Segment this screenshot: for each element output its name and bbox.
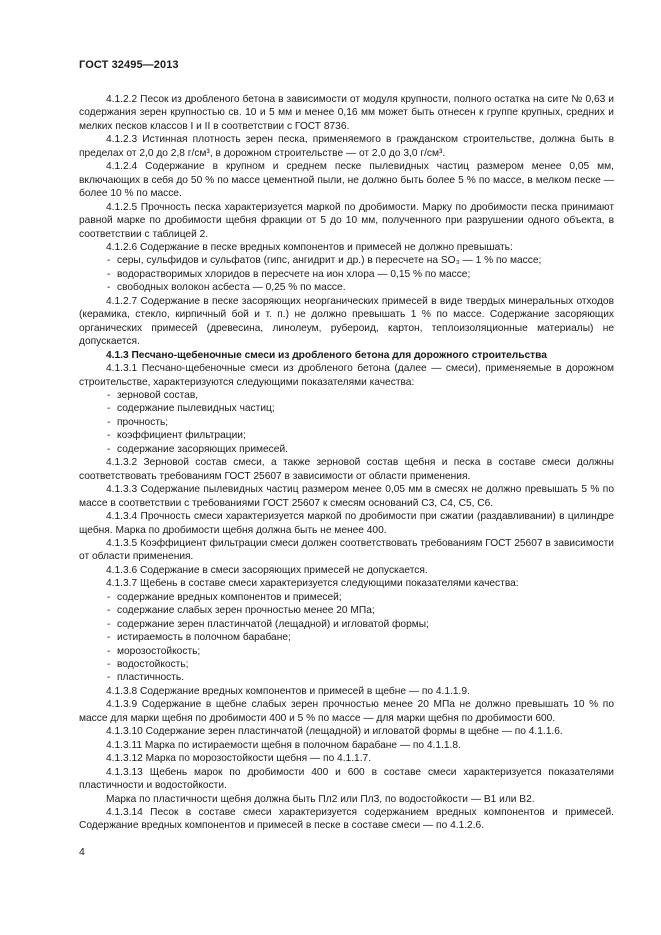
list-item: - содержание зерен пластинчатой (лещадной) и игловатой формы;	[79, 618, 614, 631]
paragraph: 4.1.2.4 Содержание в крупном и среднем песке пылевидных частиц размером менее 0,05 мм, включающих в себя до 50 % по массе цементной пыли, не должно быть более 5 % по массе, в мелком песке — более 10 % по массе.	[79, 161, 614, 200]
section-heading: 4.1.3 Песчано-щебеночные смеси из дробленого бетона для дорожного строительства	[106, 349, 547, 361]
page-number: 4	[79, 846, 85, 858]
list-item: - прочность;	[79, 416, 614, 429]
list-item: - коэффициент фильтрации;	[79, 429, 614, 442]
paragraph: 4.1.3.14 Песок в составе смеси характеризуется содержанием вредных компонентов и примесей. Содержание вредных компонентов и примесей в песке в составе смеси — по 4.1.2.6.	[79, 807, 614, 832]
paragraph: 4.1.3.6 Содержание в смеси засоряющих примесей не допускается.	[106, 564, 428, 576]
list-item: - содержание слабых зерен прочностью менее 20 МПа;	[79, 604, 614, 617]
paragraph: 4.1.3.5 Коэффициент фильтрации смеси должен соответствовать требованиям ГОСТ 25607 в зависимости от области применения.	[79, 537, 614, 563]
paragraph: 4.1.3.11 Марка по истираемости щебня в полочном барабане — по 4.1.1.8.	[106, 739, 461, 751]
document-header: ГОСТ 32495—2013	[79, 59, 179, 71]
paragraph: 4.1.3.4 Прочность смеси характеризуется маркой по дробимости при сжатии (раздавливании) в цилиндре щебня. Марка по дробимости щебня должна быть не менее 400.	[79, 511, 614, 536]
paragraph: 4.1.3.8 Содержание вредных компонентов и примесей в щебне — по 4.1.1.9.	[106, 685, 470, 697]
list-item: - содержание пылевидных частиц;	[79, 402, 614, 415]
paragraph: 4.1.2.7 Содержание в песке засоряющих неорганических примесей в виде твердых минеральных отходов (керамика, стекло, кирпичный бой и т. п.) не должно превышать 1 % по массе. Содержание засоряющих органических примесей (древесина, линолеум, рубероид, картон, теплоизоляционные материалы) не допускается.	[79, 295, 614, 348]
paragraph: 4.1.3.12 Марка по морозостойкости щебня — по 4.1.1.7.	[106, 753, 372, 765]
paragraph: 4.1.2.6 Содержание в песке вредных компонентов и примесей не должно превышать:	[106, 241, 513, 253]
list-item: - содержание вредных компонентов и примесей;	[79, 591, 614, 604]
paragraph: 4.1.3.10 Содержание зерен пластинчатой (лещадной) и игловатой формы в щебне — по 4.1.1.6.	[106, 726, 563, 738]
paragraph: 4.1.3.1 Песчано-щебеночные смеси из дробленого бетона (далее — смеси), применяемые в дорожном строительстве, характеризуются следующими показателями качества:	[79, 363, 614, 388]
list-item: - морозостойкость;	[79, 645, 614, 658]
paragraph: 4.1.3.7 Щебень в составе смеси характеризуется следующими показателями качества:	[106, 578, 519, 590]
paragraph: 4.1.2.5 Прочность песка характеризуется маркой по дробимости. Марку по дробимости песка принимают равной марке по дробимости щебня фракции от 5 до 10 мм, полученного при разрушении одного объекта, в соответствии с таблицей 2.	[79, 201, 614, 240]
paragraph: 4.1.2.2 Песок из дробленого бетона в зависимости от модуля крупности, полного остатка на сите № 0,63 и содержания зерен крупностью св. 10 и 5 мм и менее 0,16 мм может быть отнесен к группе крупных, средних и мелких песков классов I и II в соответствии с ГОСТ 8736.	[79, 94, 614, 132]
list-item: - серы, сульфидов и сульфатов (гипс, ангидрит и др.) в пересчете на SO₃ — 1 % по массе;	[79, 254, 614, 267]
list-item: - пластичность.	[79, 671, 614, 684]
paragraph: 4.1.2.3 Истинная плотность зерен песка, применяемого в гражданском строительстве, должна быть в пределах от 2,0 до 2,8 г/см³, в дорожном строительстве — от 2,0 до 3,0 г/см³.	[79, 134, 614, 159]
paragraph: 4.1.3.3 Содержание пылевидных частиц размером менее 0,05 мм в смесях не должно превышать 5 % по массе в соответствии с требованиями ГОСТ 25607 к смесям оснований С3, С4, С5, С6.	[79, 484, 614, 509]
paragraph: 4.1.3.13 Щебень марок по дробимости 400 и 600 в составе смеси характеризуется показателями пластичности и водостойкости.	[79, 766, 614, 792]
paragraph: 4.1.3.2 Зерновой состав смеси, а также зерновой состав щебня и песка в составе смеси должны соответствовать требованиям ГОСТ 25607 в зависимости от области применения.	[79, 457, 614, 482]
list-item: - зерновой состав,	[79, 389, 614, 402]
document-body	[79, 93, 614, 833]
paragraph: Марка по пластичности щебня должна быть Пл2 или Пл3, по водостойкости — В1 или В2.	[106, 793, 535, 805]
list-item: - водорастворимых хлоридов в пересчете на ион хлора — 0,15 % по массе;	[79, 268, 614, 281]
list-item: - водостойкость;	[79, 658, 614, 671]
list-item: - истираемость в полочном барабане;	[79, 631, 614, 644]
paragraph: 4.1.3.9 Содержание в щебне слабых зерен прочностью менее 20 МПа не должно превышать 10 % по массе для марки щебня по дробимости 400 и 5 % по массе — для марки щебня по дробимости 600.	[79, 699, 614, 724]
list-item: - свободных волокон асбеста — 0,25 % по массе.	[79, 281, 614, 294]
list-item: - содержание засоряющих примесей.	[79, 443, 614, 456]
